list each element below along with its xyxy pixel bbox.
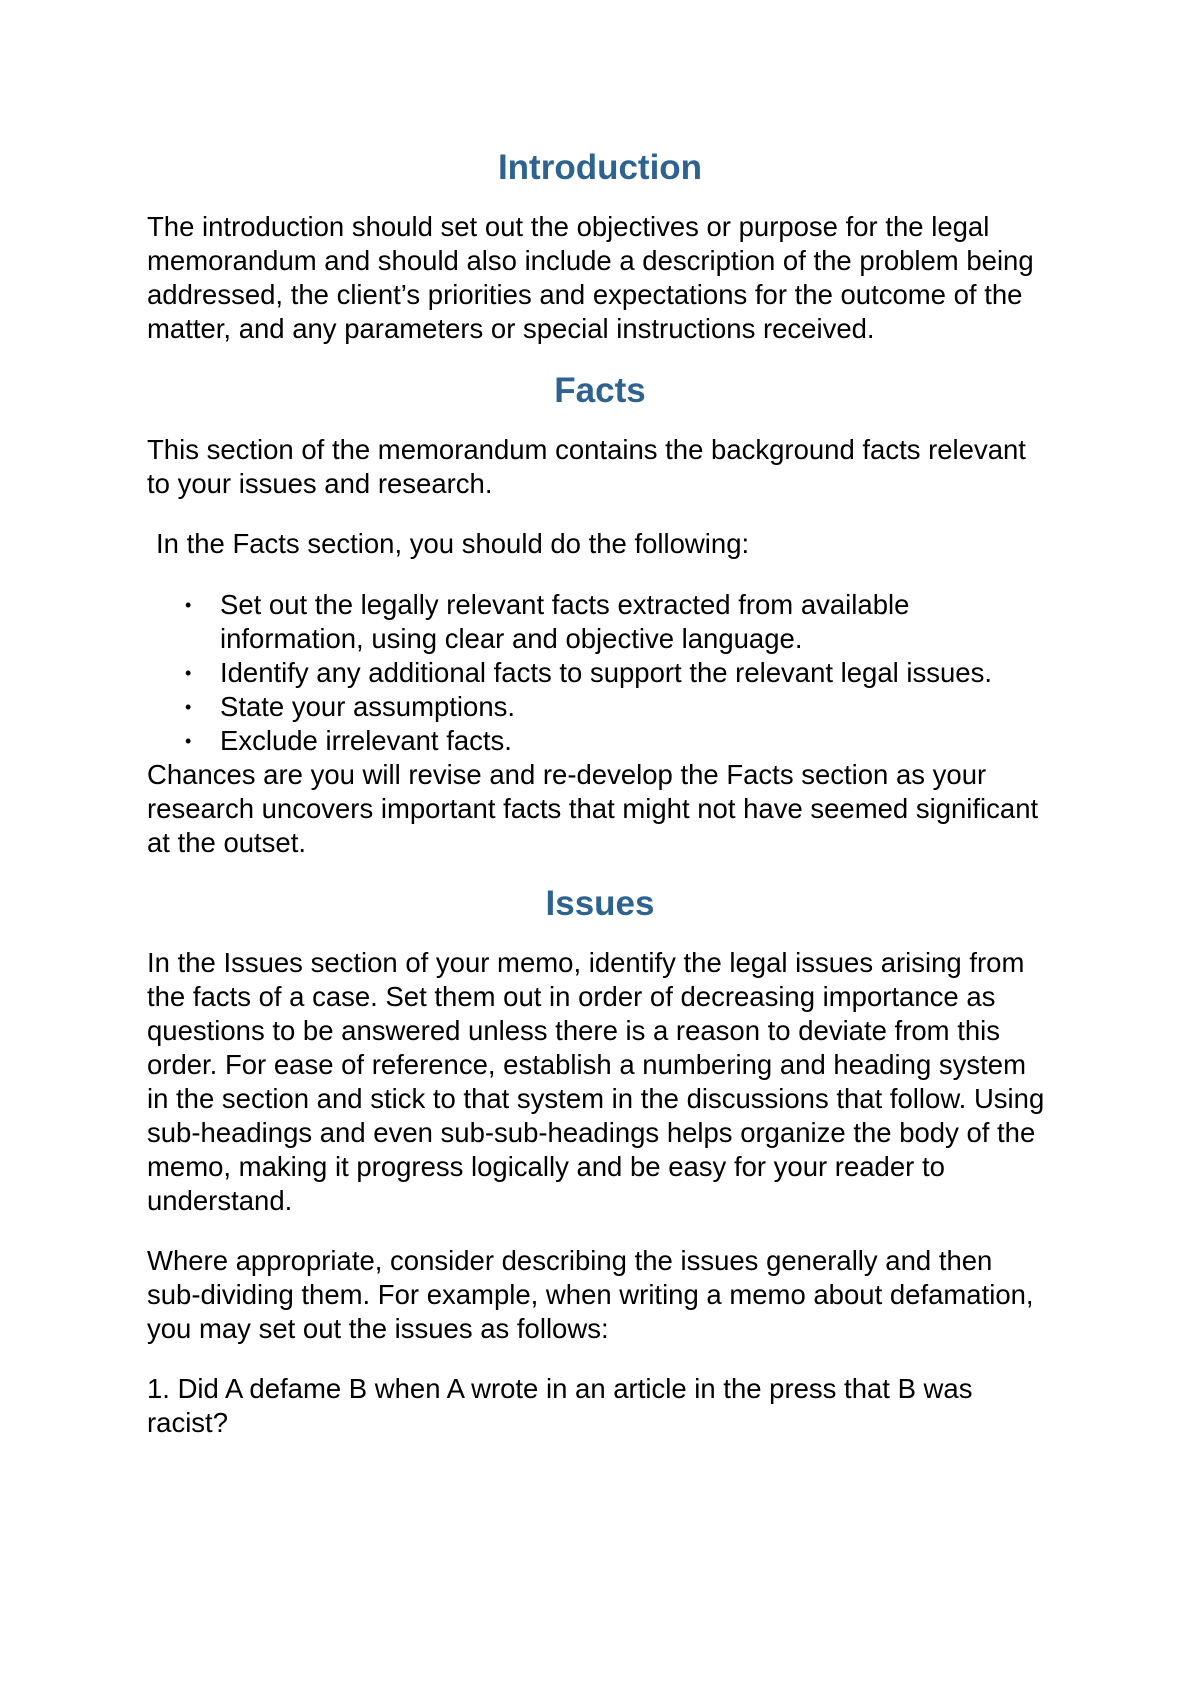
- heading-introduction: Introduction: [497, 148, 703, 187]
- facts-paragraph-3: Chances are you will revise and re-develop the Facts section as your research uncovers important facts that might not have seemed significant at the outset.: [147, 759, 1039, 858]
- list-item-text: Exclude irrelevant facts.: [220, 725, 512, 756]
- heading-issues: Issues: [545, 884, 655, 923]
- list-item: [147, 724, 1053, 758]
- list-item: [147, 588, 1053, 656]
- heading-facts: Facts: [554, 371, 646, 410]
- list-item: [147, 656, 1053, 690]
- list-item-text: Identify any additional facts to support the relevant legal issues.: [220, 657, 992, 688]
- facts-bullet-list: [147, 588, 1053, 758]
- facts-paragraph-2: In the Facts section, you should do the following:: [156, 528, 750, 559]
- issues-paragraph-2: Where appropriate, consider describing the issues generally and then sub-dividing them. For example, when writing a memo about defamation, you may set out the issues as follows:: [147, 1245, 1034, 1344]
- list-item-text: Set out the legally relevant facts extracted from available information, using clear and objective language.: [220, 589, 910, 654]
- facts-paragraph-1: This section of the memorandum contains the background facts relevant to your issues and research.: [147, 434, 1026, 499]
- issues-paragraph-1: In the Issues section of your memo, identify the legal issues arising from the facts of a case. Set them out in order of decreasing importance as questions to be answered unless there is a reason to deviate from this order. For ease of reference, establish a numbering and heading system in the section and stick to that system in the discussions that follow. Using sub-headings and even sub-sub-headings helps organize the body of the memo, making it progress logically and be easy for your reader to understand.: [147, 947, 1045, 1216]
- introduction-paragraph: The introduction should set out the objectives or purpose for the legal memorandum and should also include a description of the problem being addressed, the client’s priorities and expectations for the outcome of the matter, and any parameters or special instructions received.: [147, 211, 1034, 344]
- bullet-icon: •: [185, 663, 192, 683]
- issues-numbered-question: 1. Did A defame B when A wrote in an article in the press that B was racist?: [147, 1373, 973, 1438]
- bullet-icon: •: [185, 697, 192, 717]
- list-item-text: State your assumptions.: [220, 691, 516, 722]
- bullet-icon: •: [185, 731, 192, 751]
- list-item: [147, 690, 1053, 724]
- bullet-icon: •: [185, 595, 192, 615]
